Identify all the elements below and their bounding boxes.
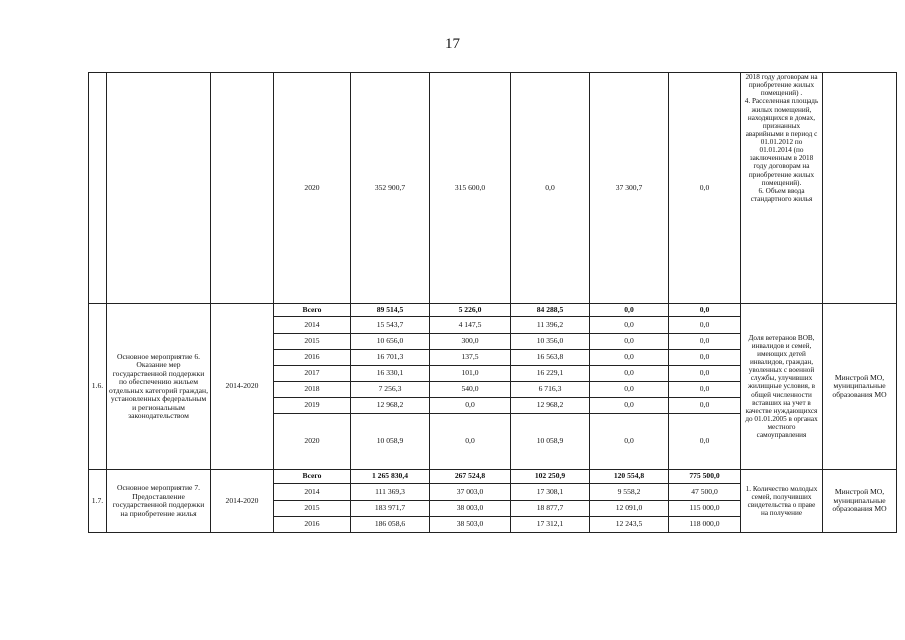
budget-rf-cell: 102 250,9 bbox=[511, 470, 590, 484]
budget-mo-cell: 300,0 bbox=[430, 334, 511, 350]
budget-rf-cell: 16 563,8 bbox=[511, 350, 590, 366]
total-cell: 352 900,7 bbox=[351, 73, 430, 304]
budget-mo-cell: 315 600,0 bbox=[430, 73, 511, 304]
year-cell: 2014 bbox=[274, 317, 351, 334]
local-budget-cell: 0,0 bbox=[590, 317, 669, 334]
total-cell: 186 058,6 bbox=[351, 517, 430, 533]
budget-rf-cell: 17 308,1 bbox=[511, 484, 590, 501]
budget-mo-cell: 137,5 bbox=[430, 350, 511, 366]
total-cell: 89 514,5 bbox=[351, 304, 430, 317]
item-name: Основное мероприятие 6. Оказание мер государственной поддержки по обеспечению жильем отдельных категорий граждан, установленных федеральным и региональным законодательством bbox=[107, 304, 211, 470]
item-result: Доля ветеранов ВОВ, инвалидов и семей, имеющих детей инвалидов, граждан, уволенных с военной службы, улучивших жилищные условия, в общей численности вставших на учет в качестве нуждающихся до 01.01.2005 в органах местного самоуправления bbox=[741, 304, 823, 470]
local-budget-cell: 0,0 bbox=[590, 366, 669, 382]
budget-table bbox=[88, 72, 897, 533]
extra-budget-cell: 0,0 bbox=[669, 317, 741, 334]
year-cell: 2018 bbox=[274, 382, 351, 398]
num-cell bbox=[89, 73, 107, 304]
item-name: Основное мероприятие 7. Предоставление государственной поддержки на приобретение жилья bbox=[107, 470, 211, 533]
budget-mo-cell: 4 147,5 bbox=[430, 317, 511, 334]
local-budget-cell: 0,0 bbox=[590, 382, 669, 398]
year-cell: Всего bbox=[274, 304, 351, 317]
extra-budget-cell: 0,0 bbox=[669, 414, 741, 470]
extra-budget-cell: 0,0 bbox=[669, 398, 741, 414]
budget-mo-cell: 267 524,8 bbox=[430, 470, 511, 484]
total-cell: 10 656,0 bbox=[351, 334, 430, 350]
year-cell: Всего bbox=[274, 470, 351, 484]
item-executor: Минстрой МО, муниципальные образования МО bbox=[823, 470, 897, 533]
year-cell: 2016 bbox=[274, 517, 351, 533]
table-row bbox=[89, 73, 897, 304]
budget-mo-cell: 37 003,0 bbox=[430, 484, 511, 501]
year-cell: 2014 bbox=[274, 484, 351, 501]
period-cell bbox=[211, 73, 274, 304]
total-cell: 10 058,9 bbox=[351, 414, 430, 470]
name-cell bbox=[107, 73, 211, 304]
budget-mo-cell: 0,0 bbox=[430, 414, 511, 470]
budget-mo-cell: 38 503,0 bbox=[430, 517, 511, 533]
budget-mo-cell: 101,0 bbox=[430, 366, 511, 382]
local-budget-cell: 0,0 bbox=[590, 414, 669, 470]
budget-rf-cell: 16 229,1 bbox=[511, 366, 590, 382]
executor-cell bbox=[823, 73, 897, 304]
extra-budget-cell: 115 000,0 bbox=[669, 501, 741, 517]
item-result: 1. Количество молодых семей, получивших свидетельства о праве на получение bbox=[741, 470, 823, 533]
extra-budget-cell: 0,0 bbox=[669, 334, 741, 350]
year-cell: 2019 bbox=[274, 398, 351, 414]
budget-rf-cell: 84 288,5 bbox=[511, 304, 590, 317]
budget-mo-cell: 540,0 bbox=[430, 382, 511, 398]
year-cell: 2016 bbox=[274, 350, 351, 366]
extra-budget-cell: 775 500,0 bbox=[669, 470, 741, 484]
budget-mo-cell: 0,0 bbox=[430, 398, 511, 414]
local-budget-cell: 0,0 bbox=[590, 304, 669, 317]
year-cell: 2015 bbox=[274, 501, 351, 517]
total-cell: 12 968,2 bbox=[351, 398, 430, 414]
budget-mo-cell: 5 226,0 bbox=[430, 304, 511, 317]
year-cell: 2020 bbox=[274, 414, 351, 470]
page-number: 17 bbox=[445, 36, 460, 52]
total-cell: 16 701,3 bbox=[351, 350, 430, 366]
local-budget-cell: 12 243,5 bbox=[590, 517, 669, 533]
budget-rf-cell: 17 312,1 bbox=[511, 517, 590, 533]
total-cell: 183 971,7 bbox=[351, 501, 430, 517]
year-cell: 2015 bbox=[274, 334, 351, 350]
extra-budget-cell: 0,0 bbox=[669, 350, 741, 366]
local-budget-cell: 120 554,8 bbox=[590, 470, 669, 484]
budget-rf-cell: 11 396,2 bbox=[511, 317, 590, 334]
total-cell: 15 543,7 bbox=[351, 317, 430, 334]
extra-budget-cell: 118 000,0 bbox=[669, 517, 741, 533]
extra-budget-cell: 0,0 bbox=[669, 382, 741, 398]
table-row bbox=[89, 470, 897, 484]
local-budget-cell: 37 300,7 bbox=[590, 73, 669, 304]
table-row bbox=[89, 304, 897, 317]
budget-mo-cell: 38 003,0 bbox=[430, 501, 511, 517]
total-cell: 111 369,3 bbox=[351, 484, 430, 501]
extra-budget-cell: 47 500,0 bbox=[669, 484, 741, 501]
local-budget-cell: 0,0 bbox=[590, 350, 669, 366]
year-cell: 2020 bbox=[274, 73, 351, 304]
extra-budget-cell: 0,0 bbox=[669, 304, 741, 317]
item-number: 1.6. bbox=[89, 304, 107, 470]
local-budget-cell: 0,0 bbox=[590, 334, 669, 350]
result-cell: 2018 году договорам на приобретение жилых помещений) . 4. Расселенная площадь жилых помещений, находящихся в домах, признанных аварийными в период с 01.01.2012 по 01.01.2014 (по заключенным в 2018 году договорам на приобретение жилых помещений). 6. Объем ввода стандартного жилья bbox=[741, 73, 823, 304]
local-budget-cell: 12 091,0 bbox=[590, 501, 669, 517]
extra-budget-cell: 0,0 bbox=[669, 366, 741, 382]
budget-rf-cell: 10 058,9 bbox=[511, 414, 590, 470]
budget-rf-cell: 18 877,7 bbox=[511, 501, 590, 517]
extra-budget-cell: 0,0 bbox=[669, 73, 741, 304]
budget-rf-cell: 10 356,0 bbox=[511, 334, 590, 350]
budget-rf-cell: 6 716,3 bbox=[511, 382, 590, 398]
item-executor: Минстрой МО, муниципальные образования МО bbox=[823, 304, 897, 470]
total-cell: 1 265 830,4 bbox=[351, 470, 430, 484]
budget-rf-cell: 12 968,2 bbox=[511, 398, 590, 414]
item-number: 1.7. bbox=[89, 470, 107, 533]
item-period: 2014-2020 bbox=[211, 304, 274, 470]
item-period: 2014-2020 bbox=[211, 470, 274, 533]
budget-rf-cell: 0,0 bbox=[511, 73, 590, 304]
local-budget-cell: 9 558,2 bbox=[590, 484, 669, 501]
local-budget-cell: 0,0 bbox=[590, 398, 669, 414]
year-cell: 2017 bbox=[274, 366, 351, 382]
total-cell: 16 330,1 bbox=[351, 366, 430, 382]
total-cell: 7 256,3 bbox=[351, 382, 430, 398]
